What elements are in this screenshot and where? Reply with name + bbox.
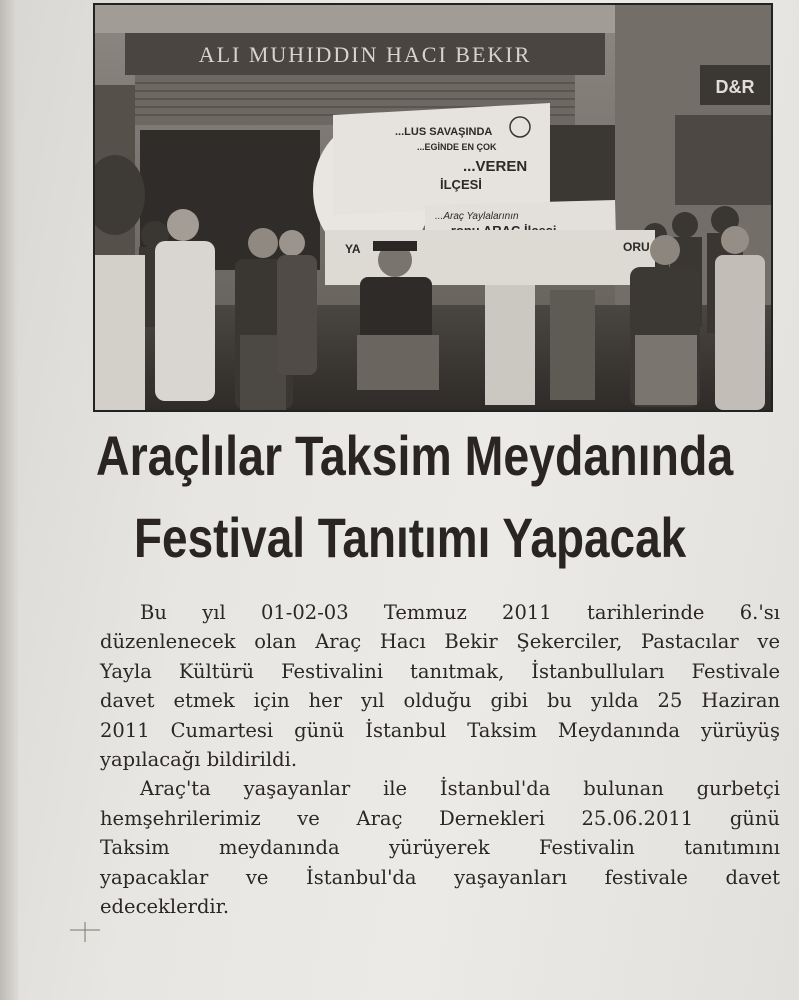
- shop-sign: D&R: [715, 77, 755, 97]
- news-photo: [93, 3, 773, 412]
- paragraph-1-line: yapılacağı bildirildi.: [100, 748, 298, 772]
- paragraph-1-line: Bu yıl 01-02-03 Temmuz 2011 tarihlerinde 6.'sı: [140, 601, 780, 624]
- paragraph-1-line: Yayla Kültürü Festivalini tanıtmak, İstanbulluları Festivale: [100, 659, 780, 683]
- banner-side-right: ORU: [623, 240, 650, 254]
- article-body: [100, 598, 780, 921]
- paragraph-2-line: hemşehrilerimiz ve Araç Dernekleri 25.06.2011 günü: [100, 806, 780, 830]
- banner-top-line-3: ...VEREN: [463, 158, 528, 175]
- banner-side-left: YA: [345, 242, 361, 256]
- paragraph-2-line: yapacaklar ve İstanbul'da yaşayanları festivale davet: [100, 865, 780, 889]
- banner-top-line-4: İLÇESİ: [440, 177, 482, 192]
- headline-line-1: Araçlılar Taksim Meydanında: [96, 424, 734, 487]
- paragraph-2-line: Araç'ta yaşayanlar ile İstanbul'da bulunan gurbetçi: [140, 777, 780, 801]
- headline-line-2: Festival Tanıtımı Yapacak: [134, 506, 687, 569]
- paragraph-1-line: davet etmek için her yıl olduğu gibi bu yılda 25 Haziran: [100, 689, 780, 713]
- paragraph-2-line: Taksim meydanında yürüyerek Festivalin tanıtımını: [100, 836, 780, 860]
- banner-top-line-2: ...EGİNDE EN ÇOK: [417, 142, 497, 152]
- paragraph-1: [100, 598, 780, 774]
- paragraph-2: [100, 774, 780, 921]
- page-edge: [0, 0, 18, 1000]
- banner-bottom-line-1: ...Araç Yaylalarının: [435, 211, 519, 222]
- paragraph-2-line: edeceklerdir.: [100, 895, 230, 919]
- pencil-mark: [70, 922, 100, 942]
- storefront-sign: ALI MUHIDDIN HACI BEKIR: [198, 42, 532, 67]
- banner-top-line-1: ...LUS SAVAŞINDA: [395, 126, 493, 138]
- paragraph-1-line: düzenlenecek olan Araç Hacı Bekir Şekerciler, Pastacılar ve: [100, 630, 780, 654]
- protest-banner-top: [333, 103, 550, 215]
- paragraph-1-line: 2011 Cumartesi günü İstanbul Taksim Meydanında yürüyüş: [100, 718, 780, 742]
